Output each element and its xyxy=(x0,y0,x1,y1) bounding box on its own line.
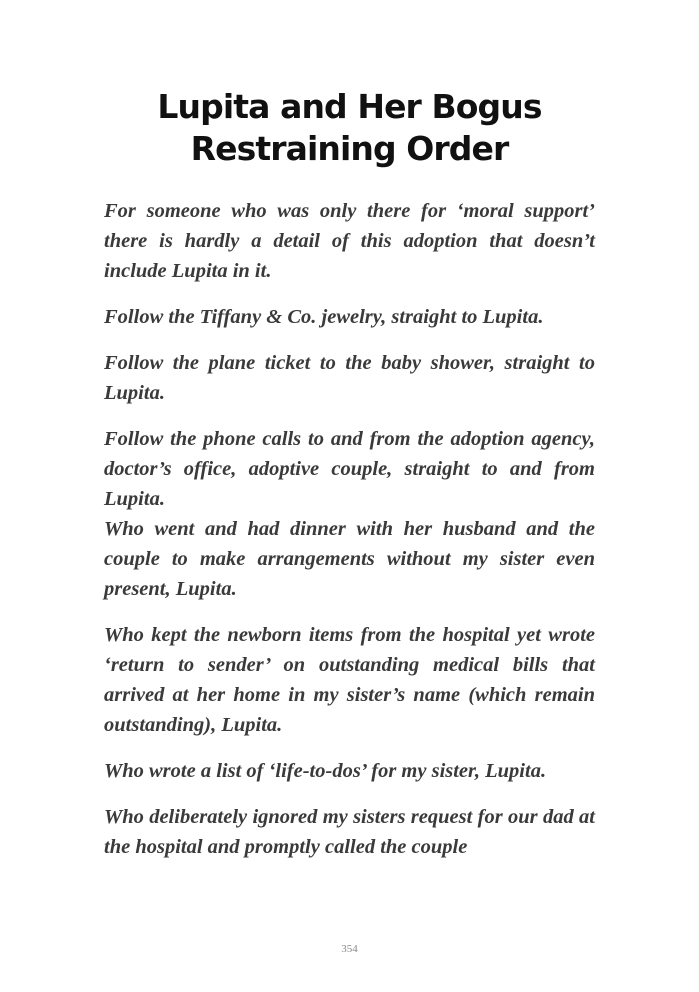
paragraph: For someone who was only there for ‘moral support’ there is hardly a detail of this adoption that doesn’t include Lupita in it. xyxy=(104,200,595,282)
paragraph: Who kept the newborn items from the hospital yet wrote ‘return to sender’ on outstanding medical bills that arrived at her home in my sister’s name (which remain outstanding), Lupita. xyxy=(104,624,595,736)
paragraph: Who wrote a list of ‘life-to-dos’ for my sister, Lupita. xyxy=(104,760,547,782)
page-title xyxy=(0,86,699,170)
title-line-1: Lupita and Her Bogus xyxy=(157,87,542,126)
body-text xyxy=(104,196,595,878)
paragraph: Follow the plane ticket to the baby shower, straight to Lupita. xyxy=(104,352,595,404)
title-line-2: Restraining Order xyxy=(190,129,509,168)
paragraph: Who went and had dinner with her husband and the couple to make arrangements without my sister even present, Lupita. xyxy=(104,518,595,600)
paragraph: Follow the Tiffany & Co. jewelry, straight to Lupita. xyxy=(104,306,544,328)
paragraph: Follow the phone calls to and from the adoption agency, doctor’s office, adoptive couple, straight to and from Lupita. xyxy=(104,428,595,510)
paragraph: Who deliberately ignored my sisters request for our dad at the hospital and promptly called the couple xyxy=(104,806,595,858)
page-number: 354 xyxy=(341,943,358,955)
